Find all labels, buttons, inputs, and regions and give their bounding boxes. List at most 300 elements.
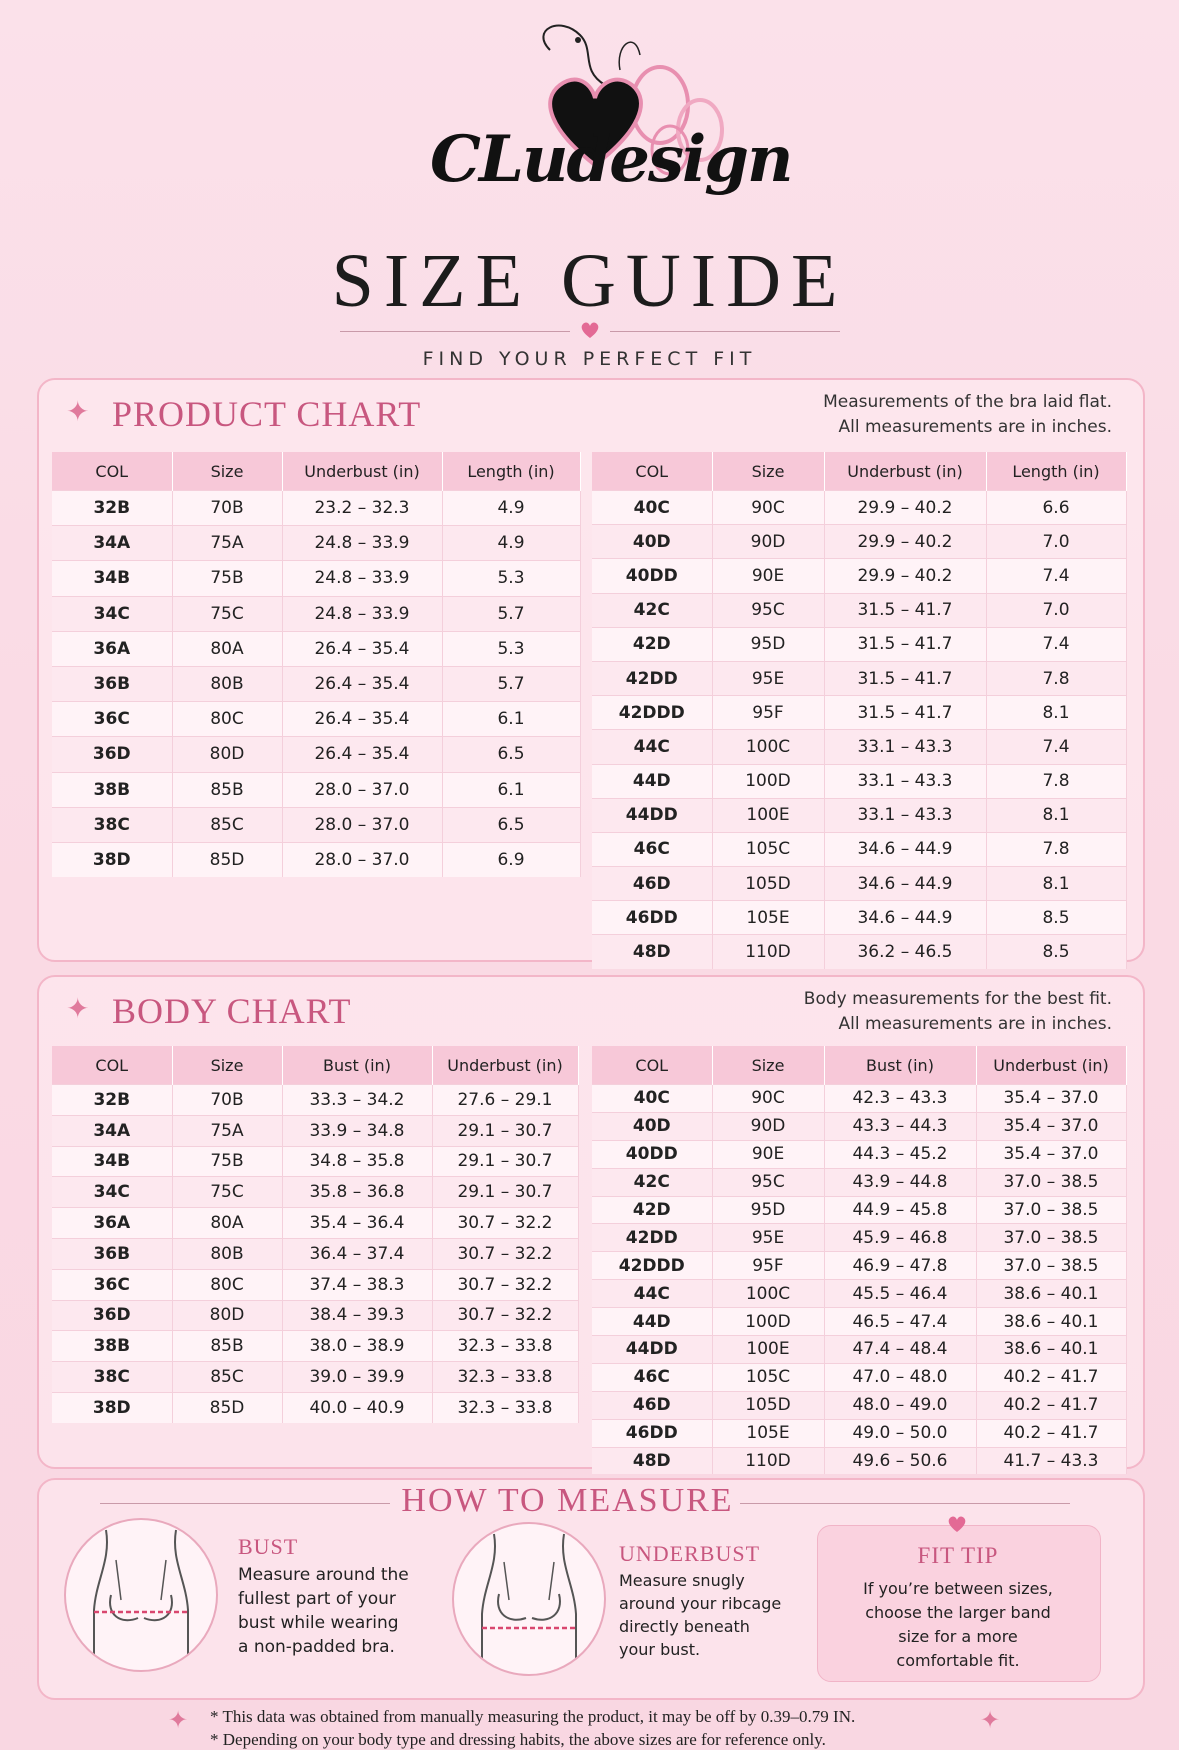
table-cell: 31.5 – 41.7 xyxy=(824,661,986,695)
column-header: Underbust (in) xyxy=(282,452,442,491)
table-cell: 85C xyxy=(172,1362,282,1393)
table-cell: 6.6 xyxy=(986,491,1126,525)
table-cell: 80C xyxy=(172,1269,282,1300)
table-cell: 38.4 – 39.3 xyxy=(282,1300,432,1331)
table-cell: 6.5 xyxy=(442,807,580,842)
table-cell: 90E xyxy=(712,559,824,593)
table-cell: 80B xyxy=(172,1238,282,1269)
cup-size-cell: 44C xyxy=(592,1280,712,1308)
table-cell: 75A xyxy=(172,1115,282,1146)
cup-size-cell: 42D xyxy=(592,1196,712,1224)
cup-size-cell: 44DD xyxy=(592,798,712,832)
table-cell: 95C xyxy=(712,593,824,627)
cup-size-cell: 42DD xyxy=(592,1224,712,1252)
table-cell: 33.1 – 43.3 xyxy=(824,730,986,764)
cup-size-cell: 34B xyxy=(52,1146,172,1177)
table-cell: 95E xyxy=(712,1224,824,1252)
cup-size-cell: 34A xyxy=(52,526,172,561)
cup-size-cell: 38B xyxy=(52,772,172,807)
footnote-1: * This data was obtained from manually measuring the product, it may be off by 0.39–0.79 IN. xyxy=(210,1707,856,1726)
cup-size-cell: 32B xyxy=(52,1085,172,1116)
column-header: Size xyxy=(712,1046,824,1085)
column-header: Underbust (in) xyxy=(976,1046,1126,1085)
table-cell: 49.6 – 50.6 xyxy=(824,1447,976,1474)
table-row xyxy=(592,627,1126,661)
table-row xyxy=(592,730,1126,764)
table-cell: 95D xyxy=(712,1196,824,1224)
table-cell: 46.9 – 47.8 xyxy=(824,1252,976,1280)
page-title: SIZE GUIDE xyxy=(331,239,848,323)
cup-size-cell: 46D xyxy=(592,867,712,901)
table-cell: 40.0 – 40.9 xyxy=(282,1392,432,1422)
table-cell: 6.5 xyxy=(442,737,580,772)
table-cell: 37.0 – 38.5 xyxy=(976,1168,1126,1196)
table-row xyxy=(592,525,1126,559)
cup-size-cell: 40DD xyxy=(592,559,712,593)
table-cell: 100D xyxy=(712,764,824,798)
table-cell: 29.1 – 30.7 xyxy=(432,1115,578,1146)
bust-title: BUST xyxy=(238,1534,299,1559)
table-cell: 95C xyxy=(712,1168,824,1196)
table-cell: 47.0 – 48.0 xyxy=(824,1363,976,1391)
table-row xyxy=(592,901,1126,935)
table-cell: 85D xyxy=(172,1392,282,1422)
table-cell: 4.9 xyxy=(442,526,580,561)
table-cell: 95F xyxy=(712,696,824,730)
table-row xyxy=(52,842,580,877)
column-header: COL xyxy=(592,452,712,491)
table-cell: 34.8 – 35.8 xyxy=(282,1146,432,1177)
product-chart-table-right xyxy=(592,452,1127,969)
table-row xyxy=(592,1252,1126,1280)
cup-size-cell: 48D xyxy=(592,1447,712,1474)
table-cell: 100D xyxy=(712,1308,824,1336)
table-cell: 26.4 – 35.4 xyxy=(282,666,442,701)
table-cell: 70B xyxy=(172,491,282,526)
table-cell: 75C xyxy=(172,1177,282,1208)
table-cell: 6.1 xyxy=(442,702,580,737)
table-cell: 32.3 – 33.8 xyxy=(432,1392,578,1422)
table-cell: 26.4 – 35.4 xyxy=(282,737,442,772)
table-cell: 110D xyxy=(712,935,824,969)
title-divider-right xyxy=(610,331,840,332)
table-cell: 80A xyxy=(172,631,282,666)
cup-size-cell: 42D xyxy=(592,627,712,661)
table-cell: 105D xyxy=(712,1391,824,1419)
underbust-line: your bust. xyxy=(619,1640,701,1659)
table-cell: 100E xyxy=(712,1336,824,1364)
column-header: Length (in) xyxy=(442,452,580,491)
table-cell: 7.8 xyxy=(986,832,1126,866)
table-cell: 26.4 – 35.4 xyxy=(282,702,442,737)
table-cell: 85B xyxy=(172,772,282,807)
table-cell: 42.3 – 43.3 xyxy=(824,1085,976,1113)
table-cell: 38.6 – 40.1 xyxy=(976,1280,1126,1308)
table-cell: 26.4 – 35.4 xyxy=(282,631,442,666)
table-cell: 33.1 – 43.3 xyxy=(824,764,986,798)
table-cell: 5.3 xyxy=(442,631,580,666)
table-cell: 7.4 xyxy=(986,627,1126,661)
cup-size-cell: 38C xyxy=(52,807,172,842)
table-cell: 7.8 xyxy=(986,661,1126,695)
cup-size-cell: 42DDD xyxy=(592,1252,712,1280)
bust-illustration xyxy=(64,1518,218,1672)
table-cell: 44.3 – 45.2 xyxy=(824,1140,976,1168)
cup-size-cell: 42C xyxy=(592,593,712,627)
table-row xyxy=(52,526,580,561)
product-chart-note-line1: Measurements of the bra laid flat. xyxy=(823,392,1112,412)
cup-size-cell: 46C xyxy=(592,832,712,866)
body-chart-note xyxy=(700,987,1112,1037)
table-row xyxy=(592,798,1126,832)
table-row xyxy=(592,1336,1126,1364)
table-cell: 35.8 – 36.8 xyxy=(282,1177,432,1208)
table-cell: 90E xyxy=(712,1140,824,1168)
table-cell: 31.5 – 41.7 xyxy=(824,593,986,627)
table-header-row xyxy=(52,1046,578,1085)
cup-size-cell: 38D xyxy=(52,842,172,877)
table-row xyxy=(592,1391,1126,1419)
cup-size-cell: 36B xyxy=(52,666,172,701)
table-row xyxy=(52,1238,578,1269)
table-row xyxy=(592,1112,1126,1140)
cup-size-cell: 40DD xyxy=(592,1140,712,1168)
table-cell: 36.2 – 46.5 xyxy=(824,935,986,969)
table-cell: 34.6 – 44.9 xyxy=(824,901,986,935)
sparkle-icon: ✦ xyxy=(66,395,90,428)
cup-size-cell: 40C xyxy=(592,1085,712,1113)
table-cell: 75A xyxy=(172,526,282,561)
underbust-description xyxy=(619,1569,781,1661)
underbust-line: Measure snugly xyxy=(619,1571,745,1590)
table-cell: 30.7 – 32.2 xyxy=(432,1208,578,1239)
table-cell: 8.5 xyxy=(986,935,1126,969)
table-cell: 95E xyxy=(712,661,824,695)
table-cell: 6.9 xyxy=(442,842,580,877)
table-cell: 28.0 – 37.0 xyxy=(282,772,442,807)
table-row xyxy=(592,764,1126,798)
cup-size-cell: 44D xyxy=(592,1308,712,1336)
table-cell: 28.0 – 37.0 xyxy=(282,807,442,842)
table-row xyxy=(52,1146,578,1177)
table-cell: 6.1 xyxy=(442,772,580,807)
fit-tip-title: FIT TIP xyxy=(917,1543,999,1568)
table-row xyxy=(592,491,1126,525)
table-cell: 47.4 – 48.4 xyxy=(824,1336,976,1364)
heart-icon xyxy=(947,1515,967,1533)
table-cell: 75B xyxy=(172,1146,282,1177)
table-cell: 45.9 – 46.8 xyxy=(824,1224,976,1252)
bust-description xyxy=(238,1563,409,1659)
table-row xyxy=(52,1177,578,1208)
table-cell: 90C xyxy=(712,491,824,525)
table-cell: 105D xyxy=(712,867,824,901)
table-row xyxy=(52,1269,578,1300)
table-cell: 30.7 – 32.2 xyxy=(432,1300,578,1331)
column-header: Underbust (in) xyxy=(824,452,986,491)
table-cell: 105E xyxy=(712,1419,824,1447)
column-header: Size xyxy=(712,452,824,491)
table-cell: 80D xyxy=(172,737,282,772)
table-cell: 45.5 – 46.4 xyxy=(824,1280,976,1308)
table-row xyxy=(52,631,580,666)
table-cell: 100E xyxy=(712,798,824,832)
cup-size-cell: 42DDD xyxy=(592,696,712,730)
table-row xyxy=(592,1140,1126,1168)
table-cell: 43.3 – 44.3 xyxy=(824,1112,976,1140)
table-cell: 24.8 – 33.9 xyxy=(282,526,442,561)
table-cell: 110D xyxy=(712,1447,824,1474)
table-cell: 30.7 – 32.2 xyxy=(432,1238,578,1269)
body-chart-table-right xyxy=(592,1046,1127,1474)
table-row xyxy=(592,1196,1126,1224)
table-row xyxy=(592,1280,1126,1308)
table-cell: 29.1 – 30.7 xyxy=(432,1177,578,1208)
table-cell: 33.1 – 43.3 xyxy=(824,798,986,832)
table-cell: 7.8 xyxy=(986,764,1126,798)
column-header: Bust (in) xyxy=(282,1046,432,1085)
table-cell: 80B xyxy=(172,666,282,701)
table-cell: 80C xyxy=(172,702,282,737)
table-cell: 32.3 – 33.8 xyxy=(432,1331,578,1362)
bust-line: fullest part of your xyxy=(238,1589,396,1609)
cup-size-cell: 34C xyxy=(52,1177,172,1208)
table-row xyxy=(52,1085,578,1116)
table-cell: 28.0 – 37.0 xyxy=(282,842,442,877)
cup-size-cell: 34B xyxy=(52,561,172,596)
table-cell: 85C xyxy=(172,807,282,842)
bust-line: Measure around the xyxy=(238,1565,409,1585)
bust-line: a non-padded bra. xyxy=(238,1637,395,1657)
table-cell: 34.6 – 44.9 xyxy=(824,867,986,901)
table-cell: 105C xyxy=(712,1363,824,1391)
underbust-illustration xyxy=(452,1522,606,1676)
table-cell: 100C xyxy=(712,730,824,764)
title-divider-left xyxy=(340,331,570,332)
table-row xyxy=(592,935,1126,969)
table-cell: 7.0 xyxy=(986,525,1126,559)
cup-size-cell: 36D xyxy=(52,737,172,772)
table-cell: 7.4 xyxy=(986,559,1126,593)
cup-size-cell: 46D xyxy=(592,1391,712,1419)
cup-size-cell: 46C xyxy=(592,1363,712,1391)
table-cell: 80A xyxy=(172,1208,282,1239)
table-cell: 90C xyxy=(712,1085,824,1113)
fit-tip-line: choose the larger band xyxy=(865,1603,1051,1622)
table-row xyxy=(52,491,580,526)
table-row xyxy=(592,1363,1126,1391)
table-row xyxy=(592,867,1126,901)
column-header: Size xyxy=(172,1046,282,1085)
column-header: Length (in) xyxy=(986,452,1126,491)
cup-size-cell: 36A xyxy=(52,631,172,666)
table-cell: 38.6 – 40.1 xyxy=(976,1308,1126,1336)
table-cell: 35.4 – 37.0 xyxy=(976,1085,1126,1113)
table-cell: 7.4 xyxy=(986,730,1126,764)
table-row xyxy=(52,1300,578,1331)
table-cell: 35.4 – 36.4 xyxy=(282,1208,432,1239)
table-cell: 40.2 – 41.7 xyxy=(976,1419,1126,1447)
footnote-2: * Depending on your body type and dressing habits, the above sizes are for reference only. xyxy=(210,1730,826,1749)
table-row xyxy=(592,1085,1126,1113)
table-cell: 5.3 xyxy=(442,561,580,596)
cup-size-cell: 42DD xyxy=(592,661,712,695)
product-chart-note-line2: All measurements are in inches. xyxy=(838,417,1112,437)
table-cell: 24.8 – 33.9 xyxy=(282,561,442,596)
table-row xyxy=(592,559,1126,593)
table-row xyxy=(592,1447,1126,1474)
fit-tip-text xyxy=(830,1577,1086,1673)
bust-line: bust while wearing xyxy=(238,1613,399,1633)
sparkle-icon: ✦ xyxy=(66,992,90,1025)
product-chart-note xyxy=(700,390,1112,440)
table-row xyxy=(592,832,1126,866)
fit-tip-line: If you’re between sizes, xyxy=(863,1579,1053,1598)
table-cell: 29.9 – 40.2 xyxy=(824,525,986,559)
column-header: COL xyxy=(592,1046,712,1085)
table-cell: 8.1 xyxy=(986,798,1126,832)
cup-size-cell: 42C xyxy=(592,1168,712,1196)
table-cell: 34.6 – 44.9 xyxy=(824,832,986,866)
table-cell: 37.4 – 38.3 xyxy=(282,1269,432,1300)
table-cell: 4.9 xyxy=(442,491,580,526)
body-chart-note-line1: Body measurements for the best fit. xyxy=(803,989,1112,1009)
table-cell: 95F xyxy=(712,1252,824,1280)
cup-size-cell: 48D xyxy=(592,935,712,969)
table-cell: 8.1 xyxy=(986,696,1126,730)
table-cell: 24.8 – 33.9 xyxy=(282,596,442,631)
column-header: Bust (in) xyxy=(824,1046,976,1085)
table-cell: 105C xyxy=(712,832,824,866)
table-cell: 36.4 – 37.4 xyxy=(282,1238,432,1269)
table-cell: 75B xyxy=(172,561,282,596)
table-cell: 70B xyxy=(172,1085,282,1116)
table-cell: 44.9 – 45.8 xyxy=(824,1196,976,1224)
table-row xyxy=(52,737,580,772)
table-cell: 49.0 – 50.0 xyxy=(824,1419,976,1447)
table-row xyxy=(592,696,1126,730)
table-cell: 29.9 – 40.2 xyxy=(824,559,986,593)
table-cell: 8.1 xyxy=(986,867,1126,901)
table-cell: 40.2 – 41.7 xyxy=(976,1391,1126,1419)
table-cell: 33.9 – 34.8 xyxy=(282,1115,432,1146)
table-row xyxy=(52,1362,578,1393)
column-header: COL xyxy=(52,452,172,491)
product-chart-title: PRODUCT CHART xyxy=(112,394,422,434)
table-cell: 27.6 – 29.1 xyxy=(432,1085,578,1116)
heart-icon xyxy=(580,321,600,339)
table-cell: 8.5 xyxy=(986,901,1126,935)
body-chart-title: BODY CHART xyxy=(112,991,352,1031)
table-row xyxy=(52,596,580,631)
cup-size-cell: 38B xyxy=(52,1331,172,1362)
cup-size-cell: 32B xyxy=(52,491,172,526)
table-cell: 40.2 – 41.7 xyxy=(976,1363,1126,1391)
table-cell: 37.0 – 38.5 xyxy=(976,1196,1126,1224)
sparkle-icon: ✦ xyxy=(168,1706,189,1734)
table-cell: 5.7 xyxy=(442,666,580,701)
column-header: Size xyxy=(172,452,282,491)
table-row xyxy=(52,702,580,737)
table-header-row xyxy=(592,452,1126,491)
column-header: Underbust (in) xyxy=(432,1046,578,1085)
table-row xyxy=(592,661,1126,695)
table-row xyxy=(52,666,580,701)
table-cell: 80D xyxy=(172,1300,282,1331)
table-cell: 35.4 – 37.0 xyxy=(976,1112,1126,1140)
how-to-measure-title: HOW TO MEASURE xyxy=(401,1482,734,1519)
table-cell: 35.4 – 37.0 xyxy=(976,1140,1126,1168)
table-cell: 95D xyxy=(712,627,824,661)
table-cell: 33.3 – 34.2 xyxy=(282,1085,432,1116)
table-cell: 46.5 – 47.4 xyxy=(824,1308,976,1336)
table-row xyxy=(52,1208,578,1239)
table-cell: 23.2 – 32.3 xyxy=(282,491,442,526)
cup-size-cell: 46DD xyxy=(592,901,712,935)
table-cell: 37.0 – 38.5 xyxy=(976,1252,1126,1280)
table-row xyxy=(52,561,580,596)
table-cell: 5.7 xyxy=(442,596,580,631)
table-row xyxy=(592,1168,1126,1196)
table-cell: 85D xyxy=(172,842,282,877)
table-cell: 38.6 – 40.1 xyxy=(976,1336,1126,1364)
table-cell: 90D xyxy=(712,525,824,559)
table-row xyxy=(52,1331,578,1362)
table-cell: 37.0 – 38.5 xyxy=(976,1224,1126,1252)
cup-size-cell: 36C xyxy=(52,702,172,737)
cup-size-cell: 44C xyxy=(592,730,712,764)
table-cell: 7.0 xyxy=(986,593,1126,627)
product-chart-table-left xyxy=(52,452,581,877)
cup-size-cell: 38C xyxy=(52,1362,172,1393)
table-cell: 31.5 – 41.7 xyxy=(824,627,986,661)
table-cell: 29.1 – 30.7 xyxy=(432,1146,578,1177)
page-subtitle: FIND YOUR PERFECT FIT xyxy=(422,348,757,370)
table-row xyxy=(592,1308,1126,1336)
cup-size-cell: 36A xyxy=(52,1208,172,1239)
cup-size-cell: 44D xyxy=(592,764,712,798)
table-row xyxy=(52,807,580,842)
brand-wordmark: CLudesign xyxy=(430,122,792,197)
underbust-line: around your ribcage xyxy=(619,1594,782,1613)
table-cell: 43.9 – 44.8 xyxy=(824,1168,976,1196)
underbust-line: directly beneath xyxy=(619,1617,750,1636)
cup-size-cell: 46DD xyxy=(592,1419,712,1447)
table-row xyxy=(52,1392,578,1422)
body-chart-table-left xyxy=(52,1046,579,1423)
table-cell: 75C xyxy=(172,596,282,631)
cup-size-cell: 36B xyxy=(52,1238,172,1269)
table-cell: 31.5 – 41.7 xyxy=(824,696,986,730)
cup-size-cell: 40D xyxy=(592,1112,712,1140)
cup-size-cell: 36D xyxy=(52,1300,172,1331)
table-row xyxy=(52,772,580,807)
column-header: COL xyxy=(52,1046,172,1085)
table-cell: 48.0 – 49.0 xyxy=(824,1391,976,1419)
table-cell: 105E xyxy=(712,901,824,935)
cup-size-cell: 40D xyxy=(592,525,712,559)
cup-size-cell: 34C xyxy=(52,596,172,631)
table-cell: 85B xyxy=(172,1331,282,1362)
underbust-title: UNDERBUST xyxy=(619,1541,761,1566)
sparkle-icon: ✦ xyxy=(980,1706,1001,1734)
cup-size-cell: 36C xyxy=(52,1269,172,1300)
table-row xyxy=(592,1419,1126,1447)
table-cell: 29.9 – 40.2 xyxy=(824,491,986,525)
table-cell: 30.7 – 32.2 xyxy=(432,1269,578,1300)
cup-size-cell: 38D xyxy=(52,1392,172,1422)
table-cell: 38.0 – 38.9 xyxy=(282,1331,432,1362)
